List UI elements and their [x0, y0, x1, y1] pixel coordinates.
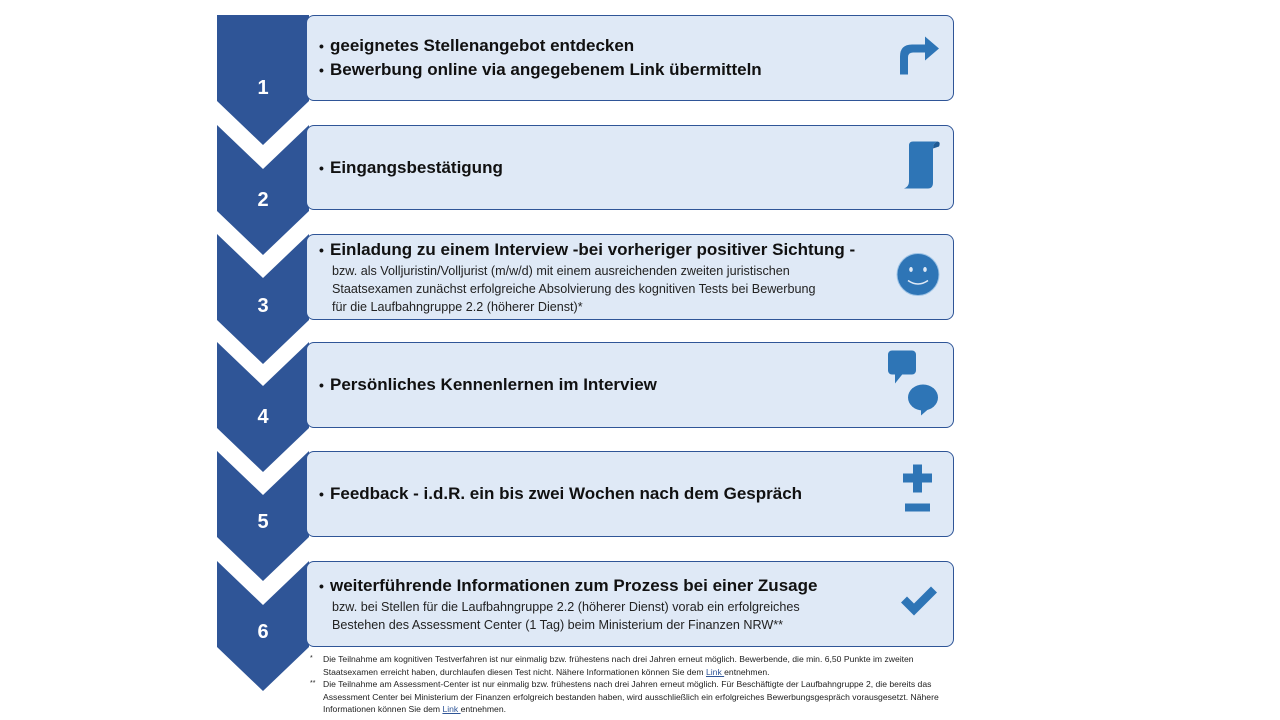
step-detail-line: Bestehen des Assessment Center (1 Tag) beim Ministerium der Finanzen NRW** — [332, 618, 784, 632]
step-detail-line: bzw. als Volljuristin/Volljurist (m/w/d) mit einem ausreichenden zweiten juristischen — [332, 264, 790, 278]
step-bullet: • Einladung zu einem Interview -bei vorheriger positiver Sichtung - — [319, 240, 856, 259]
step-number: 3 — [257, 295, 269, 317]
step-bullet: • Bewerbung online via angegebenem Link übermitteln — [319, 60, 762, 79]
step-detail-line: Staatsexamen zunächst erfolgreiche Absolvierung des kognitiven Tests bei Bewerbung — [332, 282, 816, 296]
step-box-2 — [306, 125, 954, 210]
footnote-link[interactable]: Link — [705, 666, 725, 677]
speech-bubbles-icon — [887, 350, 941, 421]
step-number: 6 — [257, 621, 269, 643]
smiley-icon — [895, 252, 941, 303]
footnote: ** Die Teilnahme am Assessment-Center ist nur einmalig bzw. frühestens nach drei Jahren erneut möglich. Für Beschäftigte der Laufbahngruppe 2, die bereits das Assessment Center bei Ministerium der Finanzen erfolgreich bestanden haben, wird ausschließlich ein erfolgreiches Bewerbungsgespräch vorausgesetzt. Nähere Informationen können Sie dem Link entnehmen. — [310, 679, 939, 715]
step-box-3 — [306, 234, 954, 320]
step-bullet: • Feedback - i.d.R. ein bis zwei Wochen nach dem Gespräch — [319, 484, 803, 503]
step-bullet: • Persönliches Kennenlernen im Interview — [319, 375, 657, 394]
scroll-icon — [901, 140, 941, 195]
step-box-5 — [306, 451, 954, 537]
step-bullet: • Eingangsbestätigung — [319, 157, 503, 177]
step-number: 1 — [257, 77, 269, 99]
step-box-1 — [306, 15, 954, 101]
step-number: 2 — [257, 189, 269, 211]
step-bullet: • weiterführende Informationen zum Prozess bei einer Zusage — [319, 576, 818, 595]
arrow-turn-icon — [895, 33, 941, 84]
footnote: * Die Teilnahme am kognitiven Testverfahren ist nur einmalig bzw. frühestens nach drei Jahren erneut möglich. Bewerbende, die min. 6,50 Punkte im zweiten Staatsexamen erreicht haben, durchlaufen diesen Test nicht. Nähere Informationen können Sie dem Link entnehmen. — [310, 654, 914, 677]
step-number: 4 — [257, 406, 269, 428]
step-box-6 — [306, 561, 954, 647]
step-detail-line: für die Laufbahngruppe 2.2 (höherer Dienst)* — [332, 300, 583, 314]
plus-minus-icon — [901, 464, 935, 525]
step-bullet: • geeignetes Stellenangebot entdecken — [319, 36, 635, 55]
step-box-4 — [306, 342, 954, 428]
step-number: 5 — [257, 511, 269, 533]
check-icon — [899, 586, 939, 623]
footnote-link[interactable]: Link — [442, 704, 461, 715]
step-detail-line: bzw. bei Stellen für die Laufbahngruppe 2.2 (höherer Dienst) vorab ein erfolgreiches — [332, 600, 800, 614]
